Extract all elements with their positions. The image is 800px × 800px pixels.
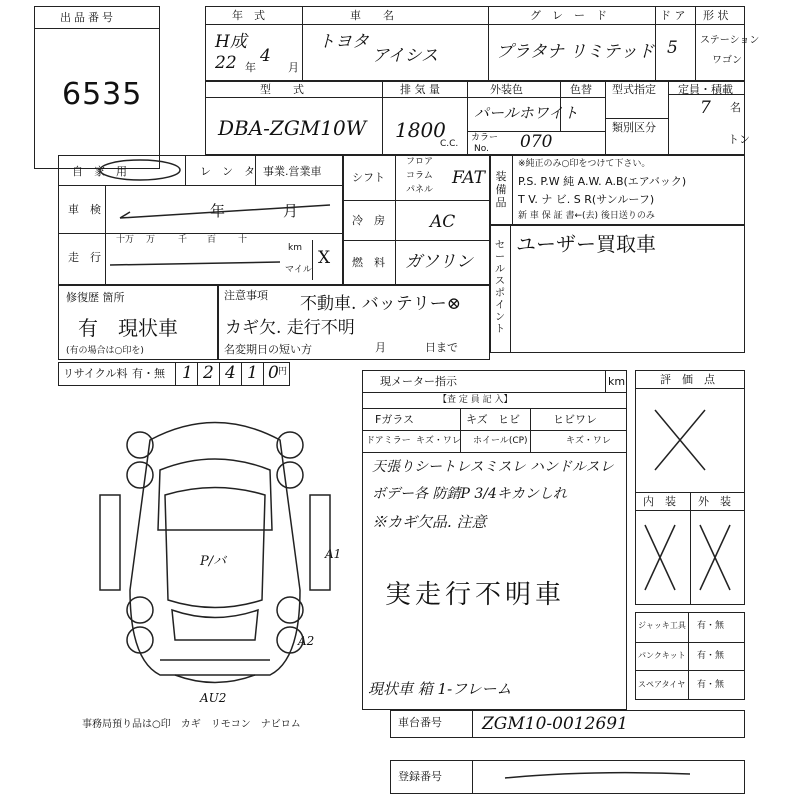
ac-value: AC <box>430 212 456 232</box>
colorno-label1: カラー <box>471 133 499 143</box>
fuel-label: 燃 料 <box>352 256 385 269</box>
mirror-damage: キズ・ワレ <box>416 436 461 446</box>
recycle-digit-3: 4 <box>225 363 236 383</box>
notes-month: 月 <box>375 341 386 354</box>
ac-label: 冷 房 <box>352 214 385 227</box>
year-value: 22 <box>215 53 237 73</box>
equip-line3: 新 車 保 証 書←(去) 後日送りのみ <box>518 211 655 221</box>
meter-km: km <box>608 375 626 388</box>
diagram-note-au2: AU2 <box>200 691 227 705</box>
reg-label: 登録番号 <box>398 770 442 783</box>
recycle-label: リサイクル料 <box>63 367 128 380</box>
use-business: 事業.営業車 <box>263 165 322 178</box>
repair-label: 修復歴 箇所 <box>66 291 125 304</box>
notes-line2: カギ欠. 走行不明 <box>225 318 355 338</box>
diagram-note-a1: A1 <box>325 547 342 561</box>
wheel-damage: キズ・ワレ <box>566 436 611 446</box>
notes-day: 日まで <box>425 341 458 354</box>
shaken-label: 車 検 <box>68 203 101 216</box>
chassis-value: ZGM10-0012691 <box>482 714 628 734</box>
diagram-note-pbar: P/バ <box>200 554 227 569</box>
era-value: H成 <box>215 32 247 52</box>
meter-label: 現メーター指示 <box>380 375 457 388</box>
notes-line1: 不動車. バッテリー⊗ <box>300 294 462 314</box>
use-private: 自 家 用 <box>72 165 127 178</box>
lot-label: 出品番号 <box>60 11 116 24</box>
eval-inner-label: 内 装 <box>643 495 676 508</box>
equip-note: ※純正のみ○印をつけて下さい。 <box>518 159 651 169</box>
disp-value: 1800 <box>395 118 446 142</box>
mileage-label: 走 行 <box>68 251 101 264</box>
month-value: 4 <box>260 46 271 66</box>
shift-panel: パネル <box>406 185 434 195</box>
model-value: アイシス <box>372 46 438 66</box>
colorno-value: 070 <box>520 132 553 152</box>
meter-big-text: 実走行不明車 <box>385 580 566 610</box>
color-value: パールホワイト <box>474 104 579 122</box>
notes-expiry: 名変期日の短い方 <box>224 343 312 356</box>
colorno-label2: No. <box>474 144 489 154</box>
tool-jack-label: ジャッキ工具 <box>638 621 686 630</box>
year-label: 年 式 <box>232 9 265 22</box>
notes-label: 注意事項 <box>224 289 268 302</box>
shaken-year: 年 <box>210 202 226 220</box>
recycle-digit-5: 0 <box>268 363 279 383</box>
shape-line2: ワゴン <box>712 55 742 66</box>
shape-line1: ステーション <box>700 35 760 46</box>
cap-unit-persons: 名 <box>730 101 741 114</box>
shift-column: コラム <box>406 171 433 181</box>
type-label: 型 式 <box>260 83 304 96</box>
chassis-label: 車台番号 <box>398 716 442 729</box>
fglass-scratch: キズ <box>466 413 488 426</box>
tool-punct-opts: 有・無 <box>697 651 725 661</box>
meter-memo-2: ボデー各 防錆P 3/4キカンしれ <box>372 486 567 502</box>
tool-spare-opts: 有・無 <box>697 680 725 690</box>
equip-line2: T V. ナ ビ. S R(サンルーフ) <box>518 193 655 206</box>
type-value: DBA-ZGM10W <box>218 116 367 140</box>
mileage-unit-1k: 千 <box>178 235 188 245</box>
fglass-label: Fガラス <box>375 413 414 426</box>
meter-memo-1: 天張りシートレスミスレ ハンドルスレ <box>372 459 614 475</box>
doors-value: 5 <box>667 38 678 58</box>
eval-label: 評 価 点 <box>660 373 715 386</box>
mileage-mile: マイル <box>285 265 312 275</box>
eval-outer-label: 外 装 <box>698 495 731 508</box>
use-rental: レ ン タ <box>200 165 255 178</box>
recycle-digit-4: 1 <box>247 363 258 383</box>
shape-label: 形 状 <box>703 9 729 22</box>
lot-number: 6535 <box>62 77 143 112</box>
diagram-note-a2: A2 <box>298 634 315 648</box>
recycle-digit-2: 2 <box>203 363 214 383</box>
meter-bottom: 現状車 箱 1-フレーム <box>368 680 512 698</box>
mileage-unit-10k: 万 <box>146 235 156 245</box>
shaken-month: 月 <box>283 202 299 220</box>
shift-value: FAT <box>452 168 486 188</box>
meter-memo-3: ※カギ欠品. 注意 <box>372 513 487 531</box>
class-label: 類別区分 <box>612 121 656 134</box>
spec-label: 型式指定 <box>612 83 656 96</box>
mileage-unit-10: 十 <box>238 235 248 245</box>
meter-inspector: 【査 定 員 記 入】 <box>438 395 513 405</box>
maker-label: 車 名 <box>350 9 394 22</box>
tool-jack-opts: 有・無 <box>697 621 725 631</box>
wheel-label: ホイール(CP) <box>473 436 528 446</box>
recycle-digit-1: 1 <box>182 363 193 383</box>
cap-unit-ton: トン <box>728 133 750 146</box>
equip-line1: P.S. P.W 純 A.W. A.B(エアバック) <box>518 175 687 188</box>
tool-spare-label: スペアタイヤ <box>638 680 686 689</box>
repair-value: 有 現状車 <box>78 316 178 340</box>
mileage-km: km <box>288 243 302 253</box>
depot-note: 事務局預り品は○印 カギ リモコン ナビロム <box>82 719 301 730</box>
salespoint-label: セールスポイント <box>495 240 505 335</box>
shift-label: シフト <box>352 171 385 184</box>
equip-label: 装備品 <box>495 170 507 209</box>
mileage-unit-100: 百 <box>207 235 217 245</box>
month-unit: 月 <box>288 61 299 74</box>
recycle-yen: 円 <box>278 367 288 377</box>
fglass-crackline: ヒビワレ <box>553 413 597 426</box>
capacity-value: 7 <box>700 98 711 118</box>
recycle-opts: 有・無 <box>132 367 165 380</box>
cc-label: C.C. <box>440 139 459 149</box>
tool-punct-label: パンクキット <box>638 651 686 660</box>
mileage-unit-100k: 十万 <box>116 235 135 245</box>
door-label: ド ア <box>660 9 686 22</box>
disp-label: 排 気 量 <box>400 83 440 96</box>
mileage-mark: X <box>318 248 331 268</box>
grade-label: グ レ ー ド <box>530 9 607 22</box>
year-unit: 年 <box>245 61 256 74</box>
fuel-value: ガソリン <box>405 252 473 272</box>
repair-note: (有の場合は○印を) <box>66 346 144 356</box>
mirror-label: ドアミラー <box>366 436 411 446</box>
colorcode-label: 色替 <box>570 83 592 96</box>
cap-label: 定員・積載 <box>678 83 733 96</box>
shift-floor: フロア <box>406 157 434 167</box>
fglass-crack: ヒビ <box>498 413 520 426</box>
maker-value: トヨタ <box>318 32 369 52</box>
grade-value: プラタナ リミテッド <box>496 42 655 62</box>
color-label: 外装色 <box>490 83 523 96</box>
salespoint-text: ユーザー買取車 <box>516 232 656 256</box>
